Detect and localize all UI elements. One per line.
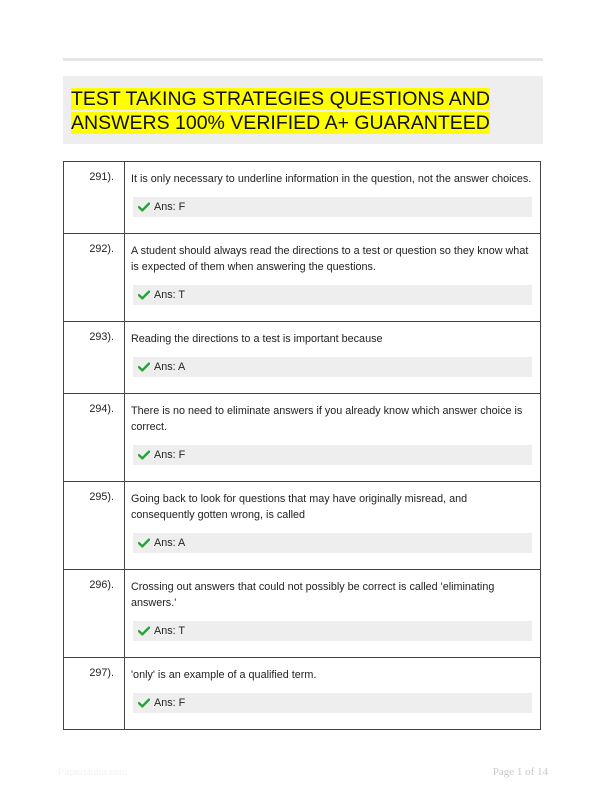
table-row <box>64 162 541 234</box>
answer-box <box>133 445 532 465</box>
answer-text: Ans: A <box>154 361 186 373</box>
answer-box <box>133 621 532 641</box>
question-cell <box>125 658 541 730</box>
question-cell <box>125 234 541 322</box>
title-banner <box>63 76 543 144</box>
page-number: Page 1 of 14 <box>492 766 548 778</box>
answer-box <box>133 357 532 377</box>
table-row <box>64 570 541 658</box>
table-row <box>64 482 541 570</box>
question-text: A student should always read the directions to a test or question so they know what is expected of them when answering the questions. <box>131 245 529 273</box>
question-cell <box>125 394 541 482</box>
question-number: 294). <box>64 394 125 482</box>
question-text: Reading the directions to a test is important because <box>131 333 383 345</box>
checkmark-icon <box>138 698 150 708</box>
question-number: 291). <box>64 162 125 234</box>
checkmark-icon <box>138 626 150 636</box>
question-number: 297). <box>64 658 125 730</box>
answer-text: Ans: F <box>154 697 186 709</box>
page-title-text: TEST TAKING STRATEGIES QUESTIONS AND ANSWERS 100% VERIFIED A+ GUARANTEED <box>71 88 490 134</box>
answer-text: Ans: F <box>154 201 186 213</box>
answer-text: Ans: A <box>154 537 186 549</box>
checkmark-icon <box>138 450 150 460</box>
footer-watermark: Paperstutor.com <box>58 767 128 778</box>
checkmark-icon <box>138 290 150 300</box>
question-cell <box>125 570 541 658</box>
question-number: 296). <box>64 570 125 658</box>
question-cell <box>125 162 541 234</box>
question-number: 292). <box>64 234 125 322</box>
checkmark-icon <box>138 202 150 212</box>
answer-box <box>133 197 532 217</box>
table-row <box>64 394 541 482</box>
answer-box <box>133 693 532 713</box>
question-number: 293). <box>64 322 125 394</box>
checkmark-icon <box>138 362 150 372</box>
answer-box <box>133 533 532 553</box>
qa-table <box>63 161 541 730</box>
question-text: Going back to look for questions that may have originally misread, and consequently gotten wrong, is called <box>131 493 468 521</box>
question-text: Crossing out answers that could not possibly be correct is called 'eliminating answers.' <box>131 581 495 609</box>
question-number: 295). <box>64 482 125 570</box>
question-cell <box>125 322 541 394</box>
answer-box <box>133 285 532 305</box>
table-row <box>64 322 541 394</box>
table-row <box>64 234 541 322</box>
question-text: 'only' is an example of a qualified term. <box>131 669 317 681</box>
page-title <box>71 87 531 135</box>
question-text: It is only necessary to underline information in the question, not the answer choices. <box>131 173 532 185</box>
answer-text: Ans: T <box>154 625 186 637</box>
question-cell <box>125 482 541 570</box>
question-text: There is no need to eliminate answers if you already know which answer choice is correct. <box>131 405 523 433</box>
answer-text: Ans: T <box>154 289 186 301</box>
answer-text: Ans: F <box>154 449 186 461</box>
checkmark-icon <box>138 538 150 548</box>
table-row <box>64 658 541 730</box>
top-divider <box>63 58 543 61</box>
